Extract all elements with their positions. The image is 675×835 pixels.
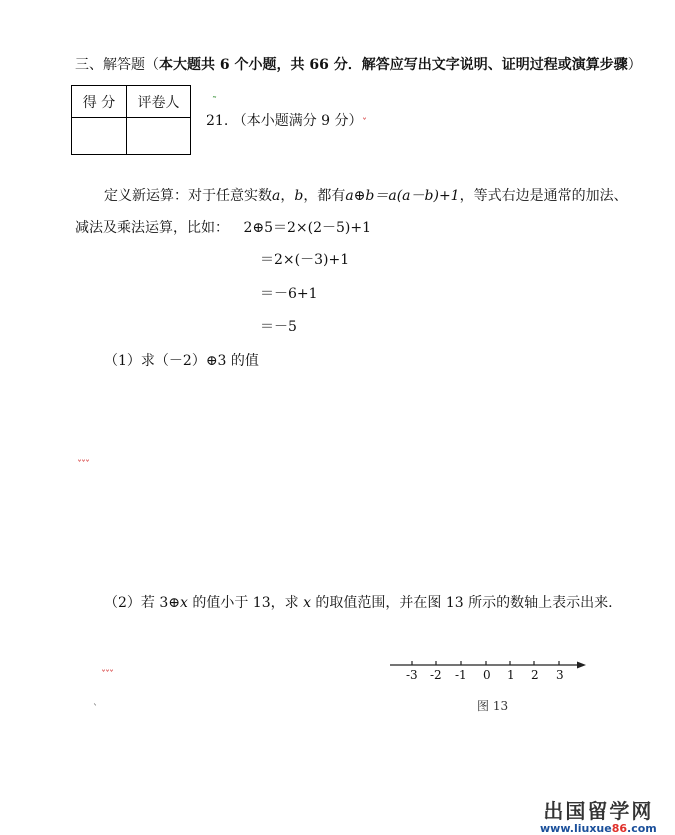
spellcheck-mark: ˇ bbox=[362, 118, 366, 129]
part-2-text: 的取值范围，并在图 13 所示的数轴上表示出来. bbox=[310, 595, 613, 611]
part-1-prompt: （1）求（－2）⊕3 的值 bbox=[104, 353, 259, 369]
score-cell[interactable] bbox=[72, 118, 127, 155]
variable-x: x bbox=[303, 595, 311, 611]
section-heading-prefix: 三、解答题（ bbox=[75, 57, 159, 73]
operation-formula: a⊕b＝a(a－b)+1 bbox=[345, 188, 460, 204]
definition-text: 减法及乘法运算，比如： bbox=[75, 220, 229, 236]
score-table bbox=[71, 85, 191, 155]
variable-b: b bbox=[294, 188, 304, 204]
example-step-4: ＝－5 bbox=[260, 319, 297, 335]
spellcheck-mark: ˇˇˇ bbox=[101, 670, 113, 681]
grader-header: 评卷人 bbox=[127, 86, 191, 118]
figure-caption: 图 13 bbox=[477, 699, 509, 713]
variable-x: x bbox=[180, 595, 188, 611]
part-2-text: 的值小于 13，求 bbox=[187, 595, 304, 611]
example-step-1: 2⊕5＝2×(2－5)+1 bbox=[243, 220, 372, 236]
spellcheck-mark: ˜ bbox=[212, 96, 216, 107]
definition-line-1 bbox=[104, 185, 628, 205]
number-line-labels bbox=[388, 668, 593, 684]
definition-text: ，等式右边是通常的加法、 bbox=[459, 188, 628, 204]
tick-label: 0 bbox=[483, 668, 491, 682]
tick-label: -2 bbox=[430, 668, 442, 682]
part-2-prompt bbox=[104, 592, 613, 612]
tick-label: -3 bbox=[406, 668, 418, 682]
watermark-url-prefix: www.liuxue bbox=[540, 822, 612, 835]
watermark-name: 出国留学网 bbox=[543, 799, 654, 823]
example-step-3: ＝－6+1 bbox=[260, 286, 318, 302]
example-step-2: ＝2×(－3)+1 bbox=[260, 252, 350, 268]
definition-line-2 bbox=[75, 217, 371, 237]
definition-text: ，都有 bbox=[303, 188, 346, 204]
part-2-text: （2）若 3⊕ bbox=[104, 595, 180, 611]
definition-text: 定义新运算：对于任意实数 bbox=[104, 188, 272, 204]
watermark-url-suffix: .com bbox=[627, 822, 657, 835]
tick-label: 2 bbox=[531, 668, 539, 682]
watermark-url bbox=[540, 822, 657, 835]
variable-a: a bbox=[272, 188, 281, 204]
section-heading-instructions: 本大题共 6 个小题，共 66 分．解答应写出文字说明、证明过程或演算步骤 bbox=[159, 57, 628, 73]
site-watermark bbox=[540, 795, 657, 835]
spellcheck-mark: ˇˇˇ bbox=[77, 460, 89, 471]
separator: ， bbox=[280, 188, 295, 204]
tick-label: 3 bbox=[556, 668, 564, 682]
section-heading bbox=[75, 54, 642, 74]
grader-cell[interactable] bbox=[127, 118, 191, 155]
question-title: 21. （本小题满分 9 分） bbox=[206, 113, 363, 129]
stray-mark: ˋ bbox=[93, 704, 97, 715]
watermark-url-highlight: 86 bbox=[611, 822, 628, 835]
score-header: 得 分 bbox=[72, 86, 127, 118]
section-heading-suffix: ） bbox=[627, 57, 642, 73]
tick-label: 1 bbox=[507, 668, 515, 682]
tick-label: -1 bbox=[455, 668, 467, 682]
